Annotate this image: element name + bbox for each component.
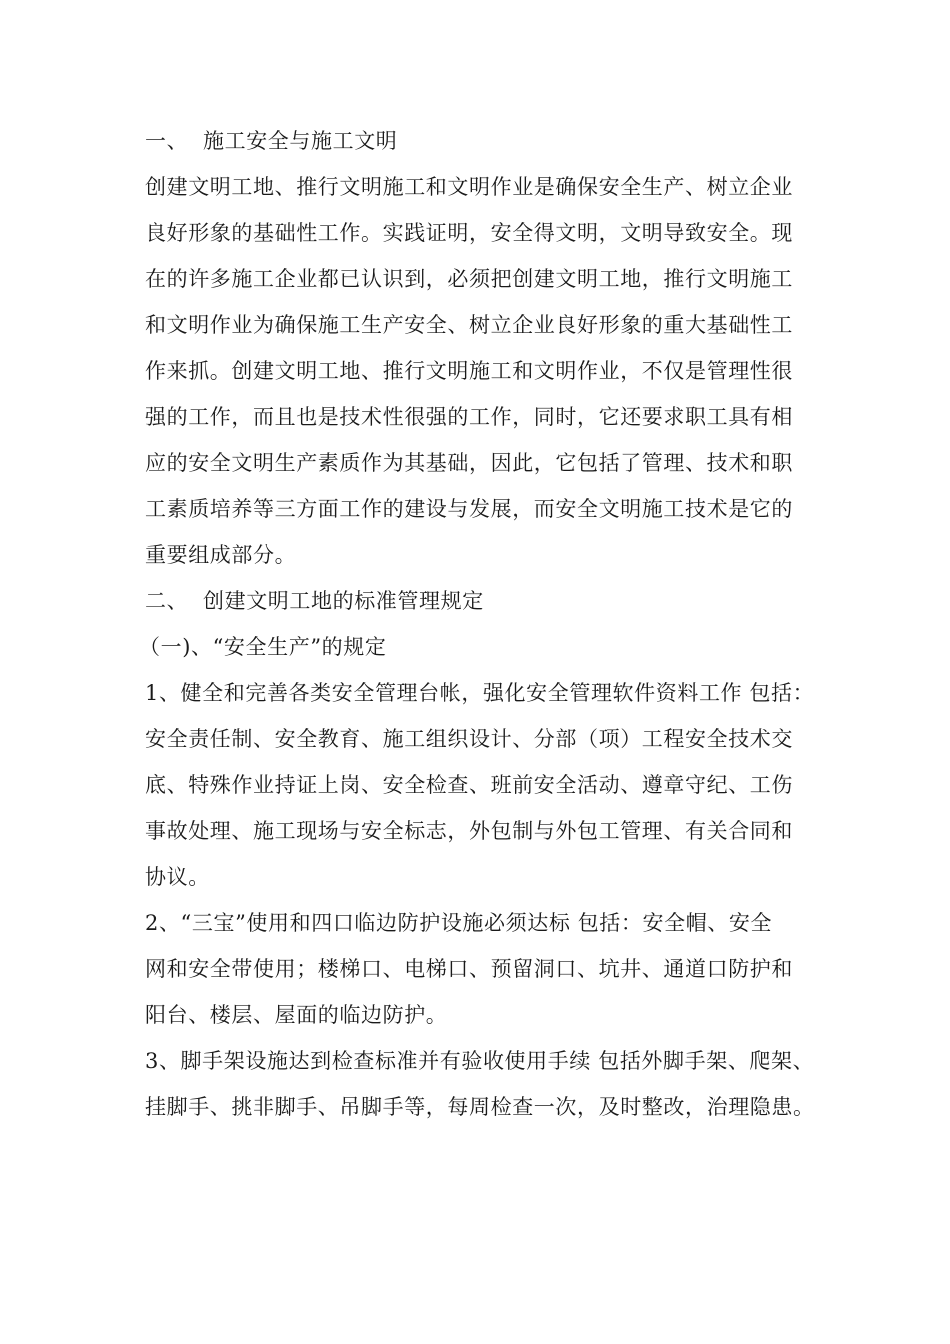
section-2-heading: [145, 578, 810, 624]
section-1-paragraph: [145, 164, 810, 578]
paragraph-line: 应的安全文明生产素质作为其基础，因此，它包括了管理、技术和职: [145, 451, 793, 475]
section-2-number: 二、: [145, 589, 189, 613]
document-body: [139, 118, 815, 1130]
list-item-line: 安全责任制、安全教育、施工组织设计、分部（项）工程安全技术交: [145, 727, 793, 751]
paragraph-line: 创建文明工地、推行文明施工和文明作业是确保安全生产、树立企业: [145, 175, 793, 199]
paragraph-line: 工素质培养等三方面工作的建设与发展，而安全文明施工技术是它的: [145, 497, 793, 521]
paragraph-line: 在的许多施工企业都已认识到，必须把创建文明工地，推行文明施工: [145, 267, 793, 291]
list-item-line: 底、特殊作业持证上岗、安全检查、班前安全活动、遵章守纪、工伤: [145, 773, 793, 797]
list-item-line: 1、健全和完善各类安全管理台帐，强化安全管理软件资料工作 包括：: [145, 681, 815, 705]
paragraph-line: 重要组成部分。: [145, 543, 297, 567]
section-1-number: 一、: [145, 129, 189, 153]
list-item-1: [145, 670, 815, 900]
list-item-2: [145, 900, 810, 1038]
section-1-title: 施工安全与施工文明: [203, 129, 398, 153]
paragraph-line: 和文明作业为确保施工生产安全、树立企业良好形象的重大基础性工: [145, 313, 793, 337]
list-item-line: 挂脚手、挑非脚手、吊脚手等，每周检查一次，及时整改，治理隐患。: [145, 1095, 815, 1119]
list-item-line: 2、“三宝”使用和四口临边防护设施必须达标 包括：安全帽、安全: [145, 911, 773, 935]
paragraph-line: 强的工作，而且也是技术性很强的工作，同时，它还要求职工具有相: [145, 405, 793, 429]
list-item-3: [145, 1038, 815, 1130]
list-item-line: 网和安全带使用；楼梯口、电梯口、预留洞口、坑井、通道口防护和: [145, 957, 793, 981]
paragraph-line: 作来抓。创建文明工地、推行文明施工和文明作业，不仅是管理性很: [145, 359, 793, 383]
list-item-line: 事故处理、施工现场与安全标志，外包制与外包工管理、有关合同和: [145, 819, 793, 843]
subsection-heading: （一)、“安全生产”的规定: [139, 635, 387, 659]
section-1-heading: [145, 118, 810, 164]
section-2-title: 创建文明工地的标准管理规定: [203, 589, 484, 613]
paragraph-line: 良好形象的基础性工作。实践证明，安全得文明，文明导致安全。现: [145, 221, 793, 245]
list-item-line: 3、脚手架设施达到检查标准并有验收使用手续 包括外脚手架、爬架、: [145, 1049, 815, 1073]
list-item-line: 阳台、楼层、屋面的临边防护。: [145, 1003, 448, 1027]
list-item-line: 协议。: [145, 865, 210, 889]
